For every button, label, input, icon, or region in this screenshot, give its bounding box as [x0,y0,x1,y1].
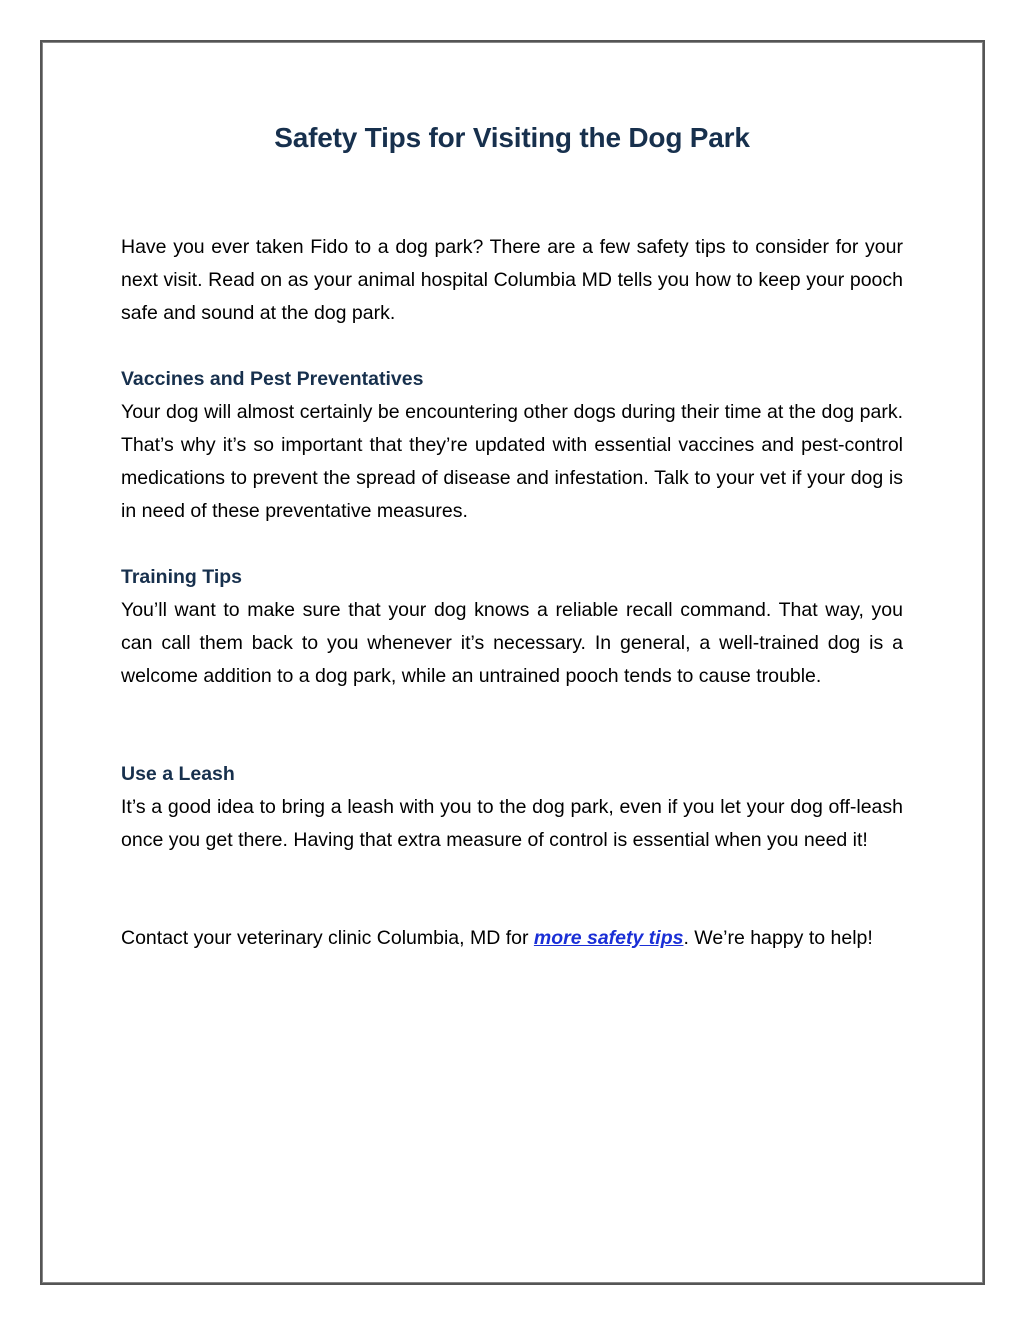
section-body-training: You’ll want to make sure that your dog knows a reliable recall command. That way, you can call them back to you whenever it’s necessary. In general, a well-trained dog is a welcome addition to a dog park, while an untrained pooch tends to cause trouble. [121,599,903,687]
more-safety-tips-link[interactable]: more safety tips [533,927,684,949]
intro-paragraph: Have you ever taken Fido to a dog park? There are a few safety tips to consider for your next visit. Read on as your animal hospital Columbia MD tells you how to keep your pooch safe and sound at the dog park. [121,236,903,324]
section-vaccines [121,363,903,528]
section-heading-leash: Use a Leash [121,763,235,785]
section-body-vaccines: Your dog will almost certainly be encountering other dogs during their time at the dog park. That’s why it’s so important that they’re updated with essential vaccines and pest-control medications to prevent the spread of disease and infestation. Talk to your vet if your dog is in need of these preventative measures. [121,401,903,522]
closing-paragraph [121,922,903,955]
section-body-leash: It’s a good idea to bring a leash with you to the dog park, even if you let your dog off-leash once you get there. Having that extra measure of control is essential when you need it! [121,796,903,851]
intro-block [121,231,903,330]
closing-block [121,922,903,955]
closing-text-before-link: Contact your veterinary clinic Columbia, MD for [121,927,534,949]
section-leash [121,758,903,857]
page-title: Safety Tips for Visiting the Dog Park [274,122,750,153]
closing-text-after-link: . We’re happy to help! [683,927,873,949]
section-heading-vaccines: Vaccines and Pest Preventatives [121,368,424,390]
section-heading-training: Training Tips [121,566,242,588]
section-training [121,561,903,693]
